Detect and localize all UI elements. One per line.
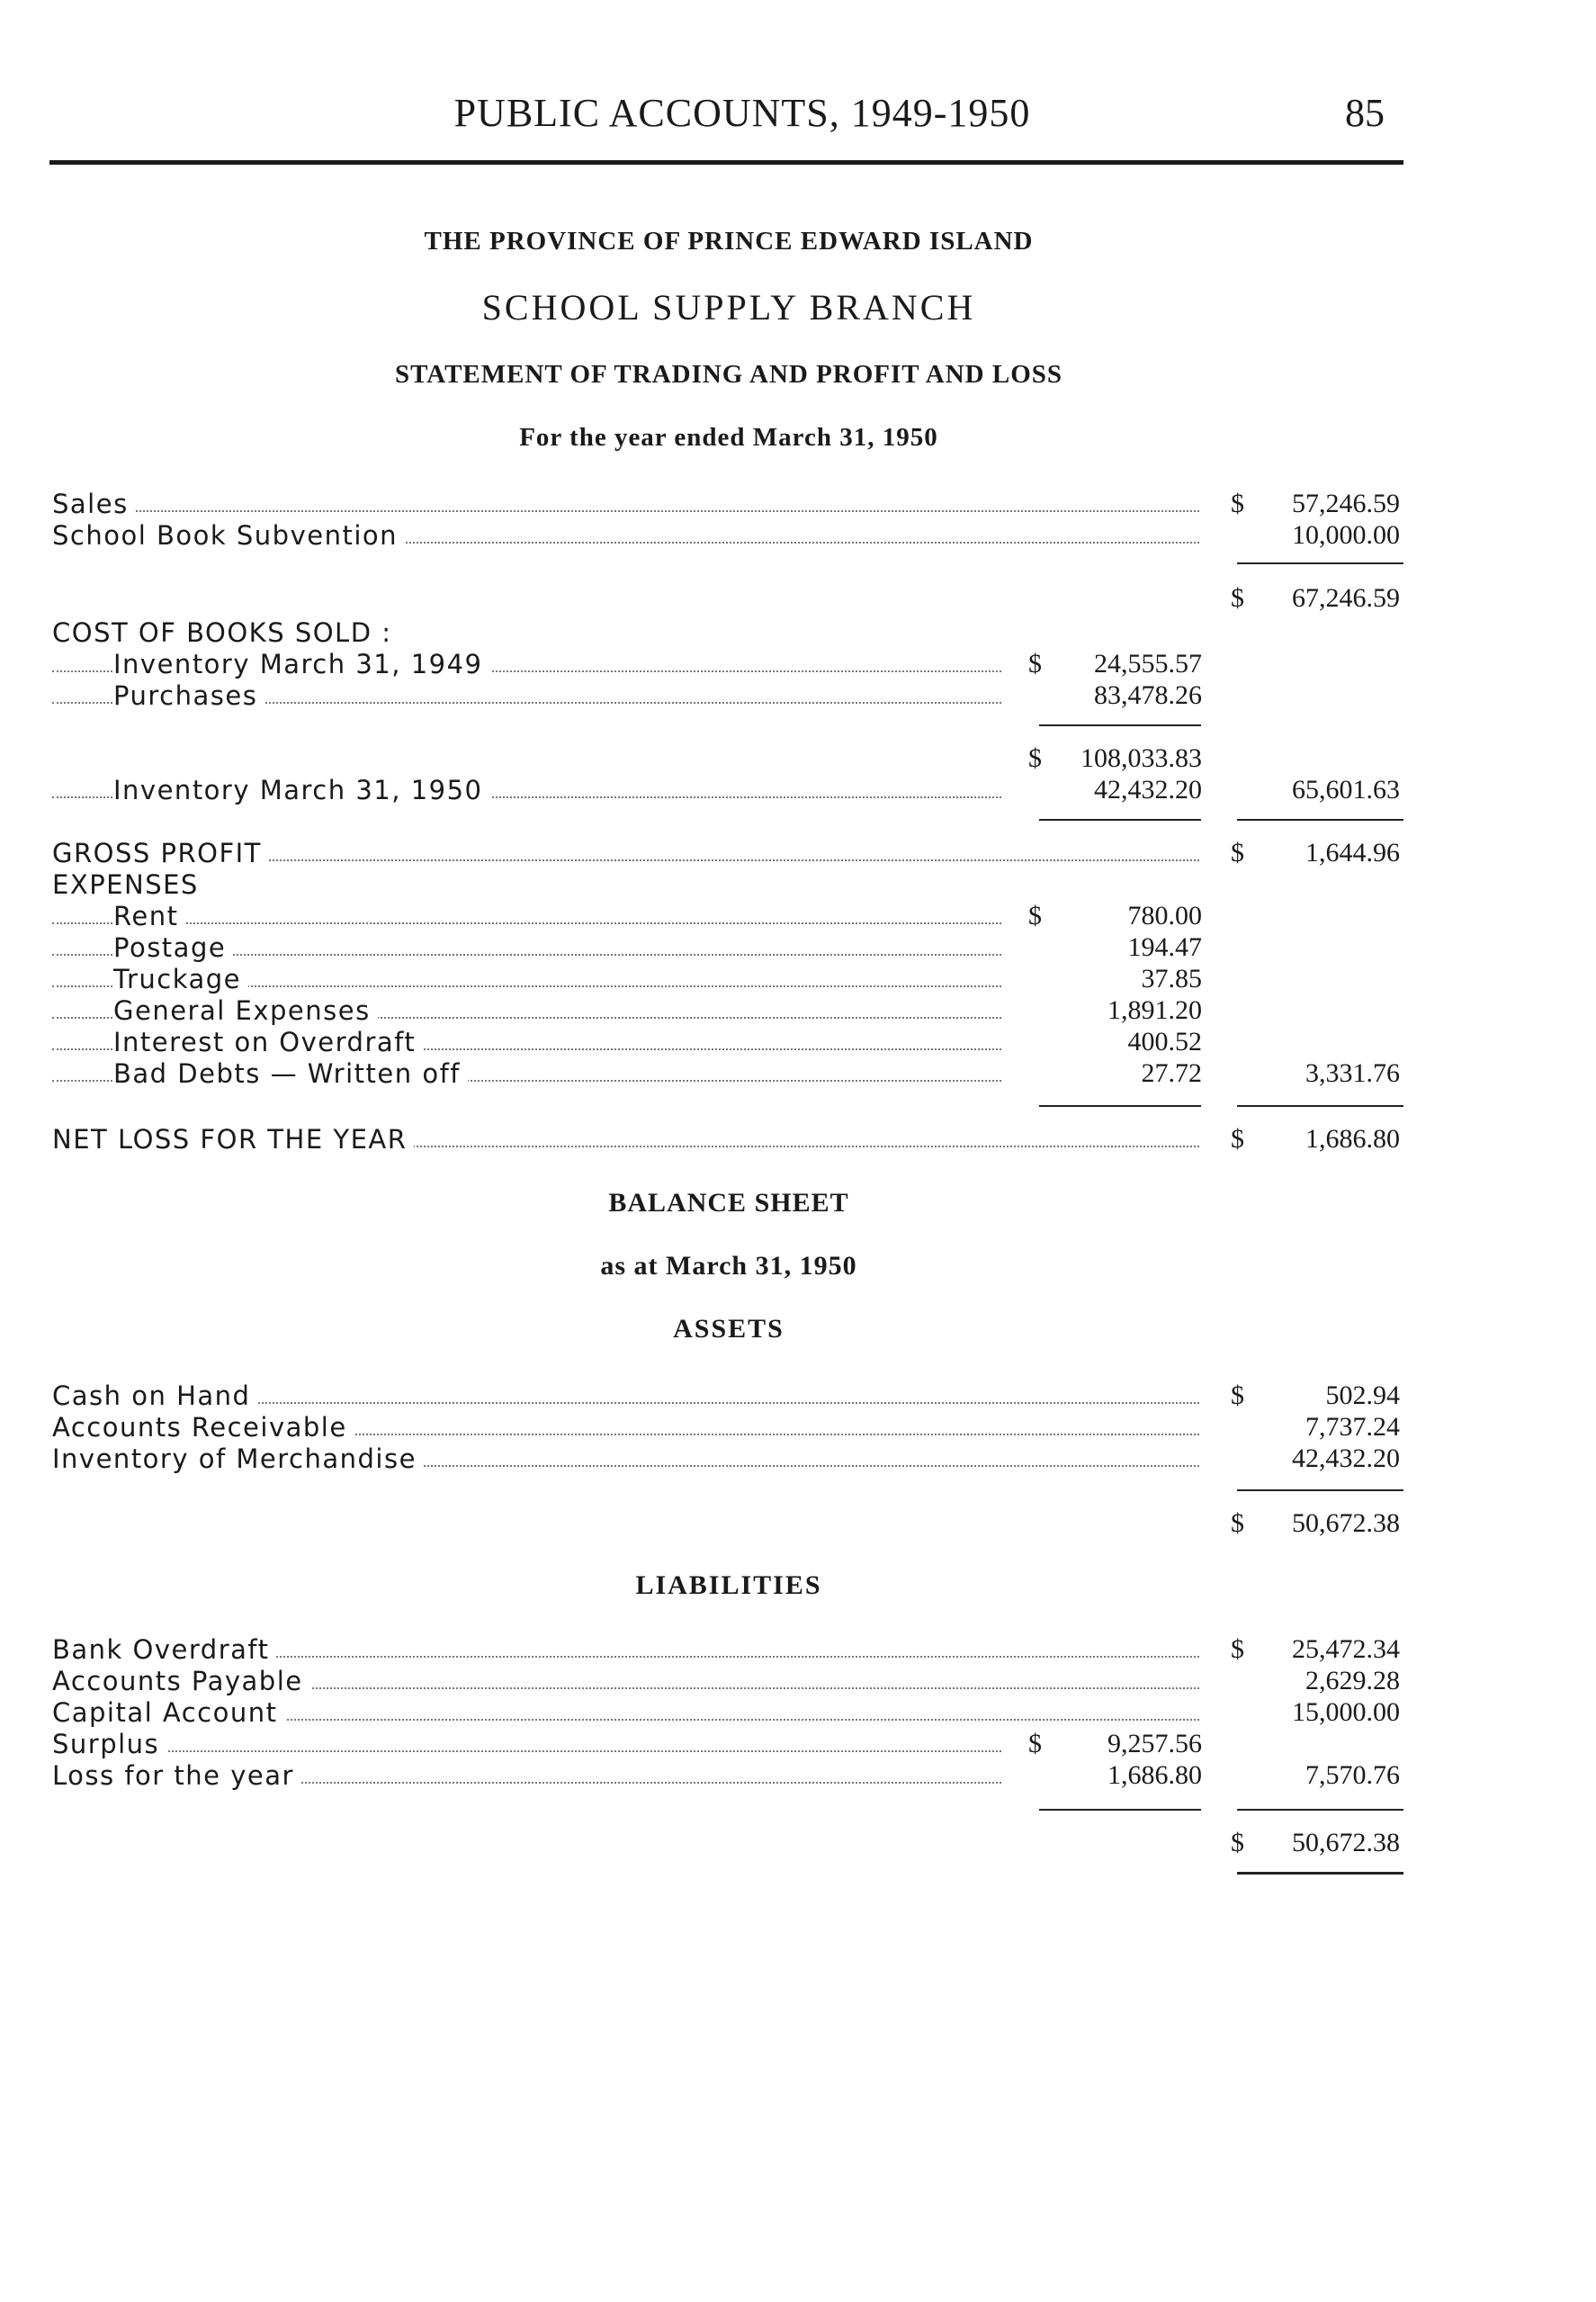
amount: 83,478.26: [1094, 680, 1202, 710]
subtotal-rule: [1039, 724, 1201, 726]
double-underline: [1237, 1872, 1403, 1875]
row-label: School Book Subvention: [52, 519, 405, 552]
amount: 42,432.20: [1094, 775, 1202, 805]
province-title: THE PROVINCE OF PRINCE EDWARD ISLAND: [424, 227, 1034, 256]
amount: 50,672.38: [1292, 1828, 1400, 1857]
amount: 1,686.80: [1305, 1124, 1400, 1154]
assets-total-row: [52, 1507, 1402, 1540]
subtotal-rule: [1237, 819, 1403, 821]
row-label: Truckage: [113, 963, 248, 995]
truckage-row: [52, 963, 1402, 995]
inventory-1950-row: [52, 774, 1402, 806]
amount: 400.52: [1127, 1027, 1202, 1057]
row-label: Rent: [113, 900, 185, 932]
amount: 25,472.34: [1292, 1634, 1400, 1664]
merchandise-row: [52, 1443, 1402, 1475]
row-label: General Expenses: [113, 994, 378, 1027]
row-label: Accounts Receivable: [52, 1411, 354, 1443]
subtotal-rule: [1039, 1809, 1201, 1811]
row-label: Sales: [52, 488, 136, 520]
amount: 1,686.80: [1107, 1760, 1202, 1790]
period-subtitle: For the year ended March 31, 1950: [519, 423, 938, 452]
amount: 27.72: [1141, 1058, 1202, 1088]
postage-row: [52, 931, 1402, 964]
amount: 57,246.59: [1292, 489, 1400, 518]
section-heading: EXPENSES: [52, 868, 206, 901]
dollar-sign: $: [1231, 1508, 1244, 1538]
subtotal-rule: [1237, 562, 1403, 564]
loss-year-row: [52, 1759, 1402, 1792]
row-label: Inventory March 31, 1949: [113, 648, 490, 680]
leader-dots: [52, 922, 1001, 924]
row-label: Cash on Hand: [52, 1380, 257, 1412]
subtotal-row: [52, 742, 1402, 775]
general-expenses-row: [52, 994, 1402, 1027]
payable-row: [52, 1665, 1402, 1697]
assets-heading: ASSETS: [673, 1314, 785, 1344]
dollar-sign: $: [1231, 1124, 1244, 1154]
net-loss-row: [52, 1123, 1402, 1155]
dollar-sign: $: [1028, 901, 1042, 931]
row-label: Purchases: [113, 679, 265, 712]
surplus-row: [52, 1728, 1402, 1760]
row-label: NET LOSS FOR THE YEAR: [52, 1123, 414, 1155]
dollar-sign: $: [1231, 838, 1244, 868]
amount: 108,033.83: [1080, 743, 1202, 773]
amount: 15,000.00: [1292, 1697, 1400, 1727]
header-rule: [49, 160, 1403, 165]
amount: 2,629.28: [1305, 1666, 1400, 1695]
balance-date: as at March 31, 1950: [600, 1251, 857, 1281]
row-label: Bad Debts — Written off: [113, 1057, 468, 1090]
dollar-sign: $: [1028, 649, 1042, 679]
branch-title: SCHOOL SUPPLY BRANCH: [481, 287, 976, 328]
leader-dots: [52, 510, 1199, 512]
inventory-1949-row: [52, 648, 1402, 680]
cost-heading-row: [52, 616, 1402, 649]
bad-debts-row: [52, 1057, 1402, 1090]
sales-row: [52, 488, 1402, 520]
amount: 9,257.56: [1107, 1729, 1202, 1758]
subvention-row: [52, 519, 1402, 552]
section-heading: COST OF BOOKS SOLD :: [52, 616, 399, 649]
liabilities-total-row: [52, 1827, 1402, 1859]
row-label: Inventory of Merchandise: [52, 1443, 424, 1475]
amount: 1,644.96: [1305, 838, 1400, 868]
balance-sheet-title: BALANCE SHEET: [608, 1188, 849, 1218]
capital-row: [52, 1696, 1402, 1729]
subtotal-rule: [1039, 819, 1201, 821]
amount: 502.94: [1325, 1380, 1400, 1410]
total-row: [52, 582, 1402, 615]
row-label: Loss for the year: [52, 1759, 301, 1792]
running-header-title: PUBLIC ACCOUNTS, 1949-1950: [453, 91, 1031, 135]
row-label: Capital Account: [52, 1696, 285, 1729]
row-label: Inventory March 31, 1950: [113, 774, 490, 806]
interest-row: [52, 1026, 1402, 1058]
row-label: Surplus: [52, 1728, 166, 1760]
amount: 67,246.59: [1292, 583, 1400, 613]
leader-dots: [52, 1750, 1001, 1752]
amount: 194.47: [1127, 932, 1202, 962]
dollar-sign: $: [1231, 583, 1244, 613]
rent-row: [52, 900, 1402, 932]
row-label: Accounts Payable: [52, 1665, 310, 1697]
total-amount: 65,601.63: [1292, 775, 1400, 805]
amount: 1,891.20: [1107, 995, 1202, 1025]
amount: 24,555.57: [1094, 649, 1202, 679]
row-label: Interest on Overdraft: [113, 1026, 423, 1058]
dollar-sign: $: [1231, 489, 1244, 518]
statement-title: STATEMENT OF TRADING AND PROFIT AND LOSS: [394, 360, 1063, 389]
amount: 7,737.24: [1305, 1412, 1400, 1442]
receivable-row: [52, 1411, 1402, 1443]
dollar-sign: $: [1028, 1729, 1042, 1758]
liabilities-heading: LIABILITIES: [635, 1570, 822, 1600]
dollar-sign: $: [1231, 1634, 1244, 1664]
dollar-sign: $: [1028, 743, 1042, 773]
total-amount: 7,570.76: [1305, 1760, 1400, 1790]
page-number: 85: [1345, 91, 1385, 135]
total-amount: 3,331.76: [1305, 1058, 1400, 1088]
row-label: GROSS PROFIT: [52, 837, 269, 869]
cash-row: [52, 1380, 1402, 1412]
expenses-heading-row: [52, 868, 1402, 901]
row-label: Postage: [113, 931, 233, 964]
amount: 37.85: [1141, 964, 1202, 994]
subtotal-rule: [1039, 1105, 1201, 1107]
purchases-row: [52, 679, 1402, 712]
amount: 780.00: [1127, 901, 1202, 931]
subtotal-rule: [1237, 1809, 1403, 1811]
dollar-sign: $: [1231, 1380, 1244, 1410]
row-label: Bank Overdraft: [52, 1633, 276, 1666]
amount: 42,432.20: [1292, 1443, 1400, 1473]
subtotal-rule: [1237, 1489, 1403, 1491]
subtotal-rule: [1237, 1105, 1403, 1107]
amount: 10,000.00: [1292, 520, 1400, 550]
dollar-sign: $: [1231, 1828, 1244, 1857]
amount: 50,672.38: [1292, 1508, 1400, 1538]
gross-profit-row: [52, 837, 1402, 869]
overdraft-row: [52, 1633, 1402, 1666]
